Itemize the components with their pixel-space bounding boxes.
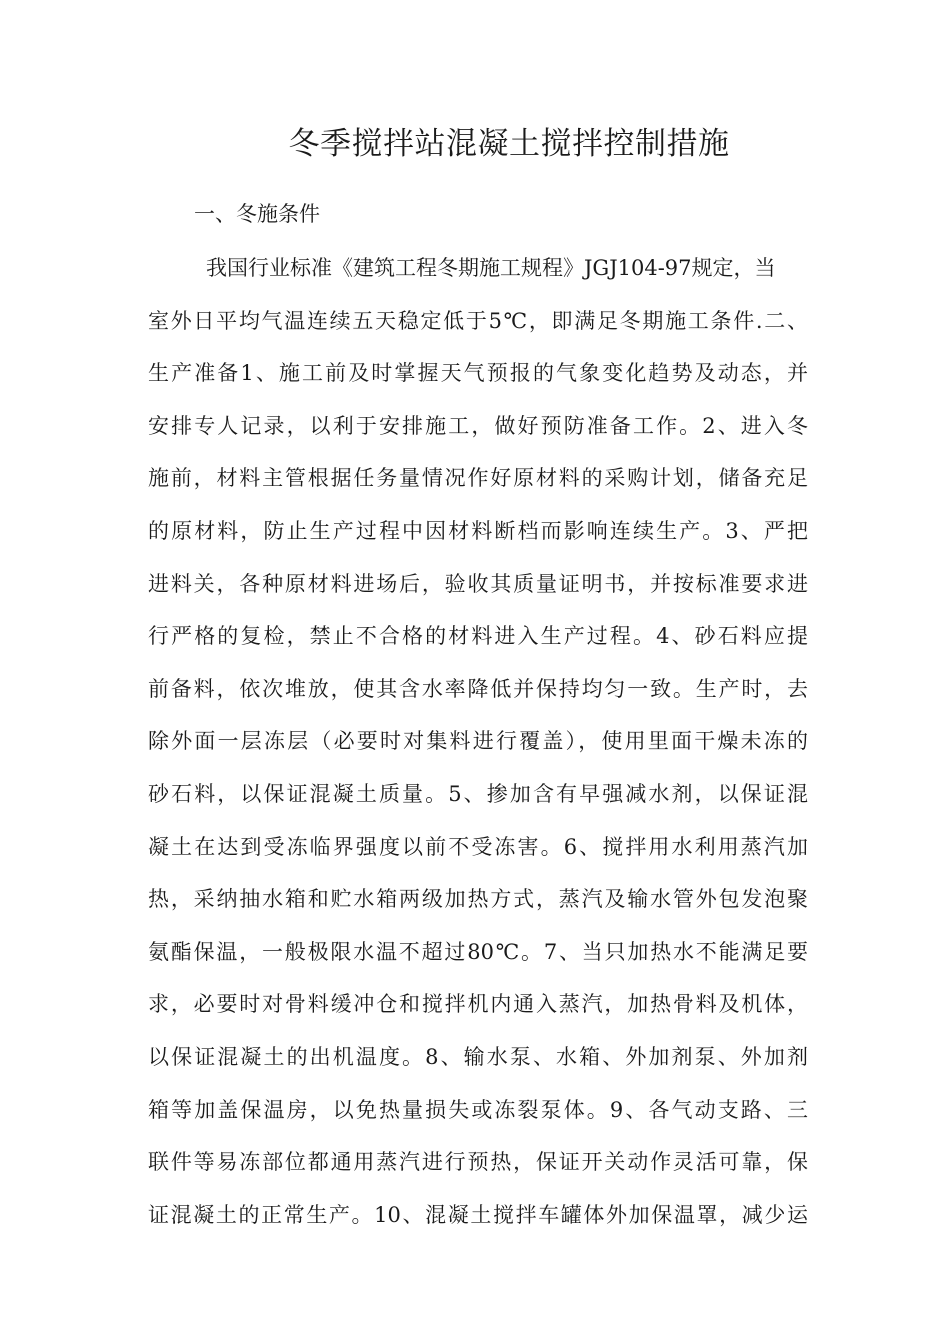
body-paragraph [148,248,808,1247]
paragraph-line: 热，采纳抽水箱和贮水箱两级加热方式，蒸汽及输水管外包发泡聚 [148,887,808,912]
document-title: 冬季搅拌站混凝土搅拌控制措施 [288,126,730,162]
paragraph-line: 以保证混凝土的出机温度。8、输水泵、水箱、外加剂泵、外加剂 [148,1044,808,1069]
paragraph-line: 除外面一层冻层（必要时对集料进行覆盖），使用里面干燥未冻的 [148,729,808,754]
paragraph-line: 凝土在达到受冻临界强度以前不受冻害。6、搅拌用水利用蒸汽加 [148,834,808,859]
paragraph-line: 求，必要时对骨料缓冲仓和搅拌机内通入蒸汽，加热骨料及机体， [148,992,808,1017]
paragraph-line: 联件等易冻部位都通用蒸汽进行预热，保证开关动作灵活可靠，保 [148,1150,808,1175]
paragraph-line: 箱等加盖保温房，以免热量损失或冻裂泵体。9、各气动支路、三 [148,1097,808,1122]
paragraph-line: 的原材料，防止生产过程中因材料断档而影响连续生产。3、严把 [148,518,808,543]
paragraph-line: 施前，材料主管根据任务量情况作好原材料的采购计划，储备充足 [148,466,808,491]
paragraph-line: 生产准备1、施工前及时掌握天气预报的气象变化趋势及动态，并 [148,361,808,386]
paragraph-line: 砂石料，以保证混凝土质量。5、掺加含有早强减水剂，以保证混 [148,781,808,806]
paragraph-line: 安排专人记录，以利于安排施工，做好预防准备工作。2、进入冬 [148,413,808,438]
paragraph-line: 行严格的复检，禁止不合格的材料进入生产过程。4、砂石料应提 [148,624,808,649]
paragraph-line: 氨酯保温，一般极限水温不超过80℃。7、当只加热水不能满足要 [148,939,808,964]
paragraph-line: 进料关，各种原材料进场后，验收其质量证明书，并按标准要求进 [148,571,808,596]
paragraph-line: 我国行业标准《建筑工程冬期施工规程》JGJ104-97规定，当 [206,256,776,280]
section-heading: 一、冬施条件 [194,202,320,226]
paragraph-line: 前备料，依次堆放，使其含水率降低并保持均匀一致。生产时，去 [148,676,808,701]
paragraph-line: 证混凝土的正常生产。10、混凝土搅拌车罐体外加保温罩，减少运 [148,1202,808,1227]
paragraph-line: 室外日平均气温连续五天稳定低于5℃，即满足冬期施工条件.二、 [148,308,808,333]
